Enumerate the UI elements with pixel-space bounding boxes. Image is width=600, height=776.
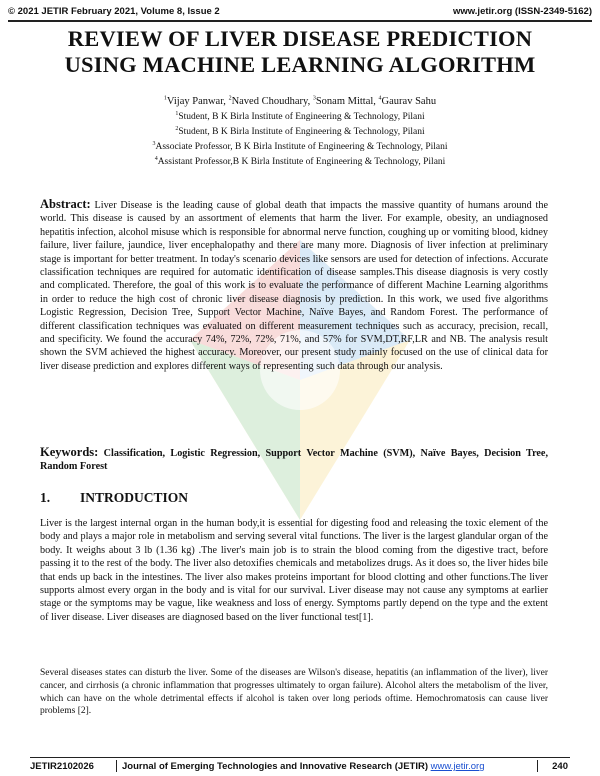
author-marker: 3	[312, 95, 316, 102]
footer-journal-name: Journal of Emerging Technologies and Innovative Research (JETIR)	[122, 761, 428, 772]
author-name: Sonam Mittal,	[315, 96, 379, 107]
page-number: 240	[552, 761, 568, 772]
footer-url-link[interactable]: www.jetir.org	[430, 761, 485, 772]
section-heading	[40, 490, 188, 506]
affiliation	[0, 157, 600, 167]
author-name: Vijay Panwar,	[166, 96, 229, 107]
keywords-heading: Keywords:	[40, 445, 99, 459]
paper-title	[20, 26, 580, 78]
affiliation-text: Student, B K Birla Institute of Engineering & Technology, Pilani	[178, 127, 425, 137]
header-right: www.jetir.org (ISSN-2349-5162)	[452, 6, 592, 17]
keywords-text: Classification, Logistic Regression, Support Vector Machine (SVM), Naïve Bayes, Decision Tree, Random Forest	[40, 448, 549, 473]
section-title: INTRODUCTION	[80, 490, 189, 505]
affiliation	[0, 112, 600, 122]
affiliation	[0, 127, 600, 137]
affiliation-marker: 3	[152, 140, 156, 147]
author-name: Naved Choudhary,	[231, 96, 313, 107]
intro-paragraph-1: Liver is the largest internal organ in the human body,it is essential for digesting food and releasing the toxic element of the body and plays a major role in metabolism and serving several vital functions. The liver is the largest glandular organ of the body. It weighs about 3 lb (1.36 kg) .The liver's main job is to strain the blood coming from the digestive tract, before passing it to the rest of the body. The liver also detoxifies chemicals and metabolizes drugs. As it does so, the liver hides bile that ends up back in the intestines. The liver also makes proteins important for blood clotting and other functions.The liver supports almost every organ in the body and is vital for our survival. Liver disease may not cause any symptoms at earlier stage or the symptoms may be vague, like weakness and loss of energy. Symptoms partly depend on the type and the extent of liver disease. Liver diseases are diagnosed based on the liver functional test[1].	[40, 518, 548, 623]
author-list	[0, 96, 600, 107]
title-line-2: USING MACHINE LEARNING ALGORITHM	[64, 52, 536, 77]
footer-journal	[122, 761, 485, 772]
affiliation-marker: 2	[175, 125, 179, 132]
affiliation-text: Assistant Professor,B K Birla Institute of Engineering & Technology, Pilani	[157, 157, 446, 167]
header-rule	[8, 20, 592, 22]
keywords	[40, 446, 548, 474]
author-marker: 4	[378, 95, 382, 102]
author-name: Gaurav Sahu	[381, 96, 437, 107]
affiliation-text: Student, B K Birla Institute of Engineering & Technology, Pilani	[178, 112, 425, 122]
section-number: 1.	[40, 490, 51, 505]
title-line-1: REVIEW OF LIVER DISEASE PREDICTION	[67, 26, 533, 51]
affiliation-marker: 1	[175, 110, 179, 117]
author-marker: 1	[163, 95, 167, 102]
affiliation	[0, 142, 600, 152]
affiliation-text: Associate Professor, B K Birla Institute of Engineering & Technology, Pilani	[155, 142, 448, 152]
abstract-heading: Abstract:	[40, 197, 91, 211]
footer-paper-id: JETIR2102026	[30, 761, 94, 772]
page-footer	[30, 757, 570, 774]
header-left: © 2021 JETIR February 2021, Volume 8, Issue 2	[8, 6, 220, 17]
abstract-text: Liver Disease is the leading cause of global death that impacts the massive quantity of humans around the world. This disease is caused by an assortment of elements that harm the liver. For example, obesity, an undiagnosed hepatitis infection, alcohol misuse which is responsible for abnormal nerve function, coughing up or vomiting blood, kidney failure, liver failure, jaundice, liver encephalopathy and there are many more. Diagnosis of liver infection at preliminary stage is important for better treatment. In today's scenario devices like sensors are used for detection of infections. Accurate classification techniques are required for automatic identification of disease samples.This disease diagnosis is very costly and complicated. Therefore, the goal of this work is to evaluate the performance of different Machine Learning algorithms in order to reduce the high cost of chronic liver disease diagnosis by prediction. In this work, we used five algorithms Logistic Regression, Decision Tree, Support Vector Machine, Naïve Bayes, and Random Forest. The performance of different classification techniques was evaluated on different measurement techniques such as accuracy, precision, recall, and specificity. We found the accuracy 74%, 72%, 72%, 71%, and 57% for SVM,DT,RF,LR and NB. The analysis result shown the SVM achieved the highest accuracy. Moreover, our present study mainly focused on the use of clinical data for liver disease prediction and explores different ways of representing such data through our analysis.	[40, 200, 548, 372]
abstract	[40, 198, 548, 373]
footer-divider	[537, 760, 538, 772]
author-marker: 2	[228, 95, 232, 102]
footer-divider	[116, 760, 117, 772]
intro-paragraph-2: Several diseases states can disturb the liver. Some of the diseases are Wilson's disease, hepatitis (an inflammation of the liver), liver cancer, and cirrhosis (a chronic inflammation that progresses ultimately to organ failure). Alcohol alters the metabolism of the liver, which can have on the whole detrimental effects if alcohol is taken over long periods oftime. Hemochromatosis can cause liver problems [2].	[40, 668, 548, 717]
affiliation-marker: 4	[154, 155, 158, 162]
running-header	[8, 6, 592, 20]
